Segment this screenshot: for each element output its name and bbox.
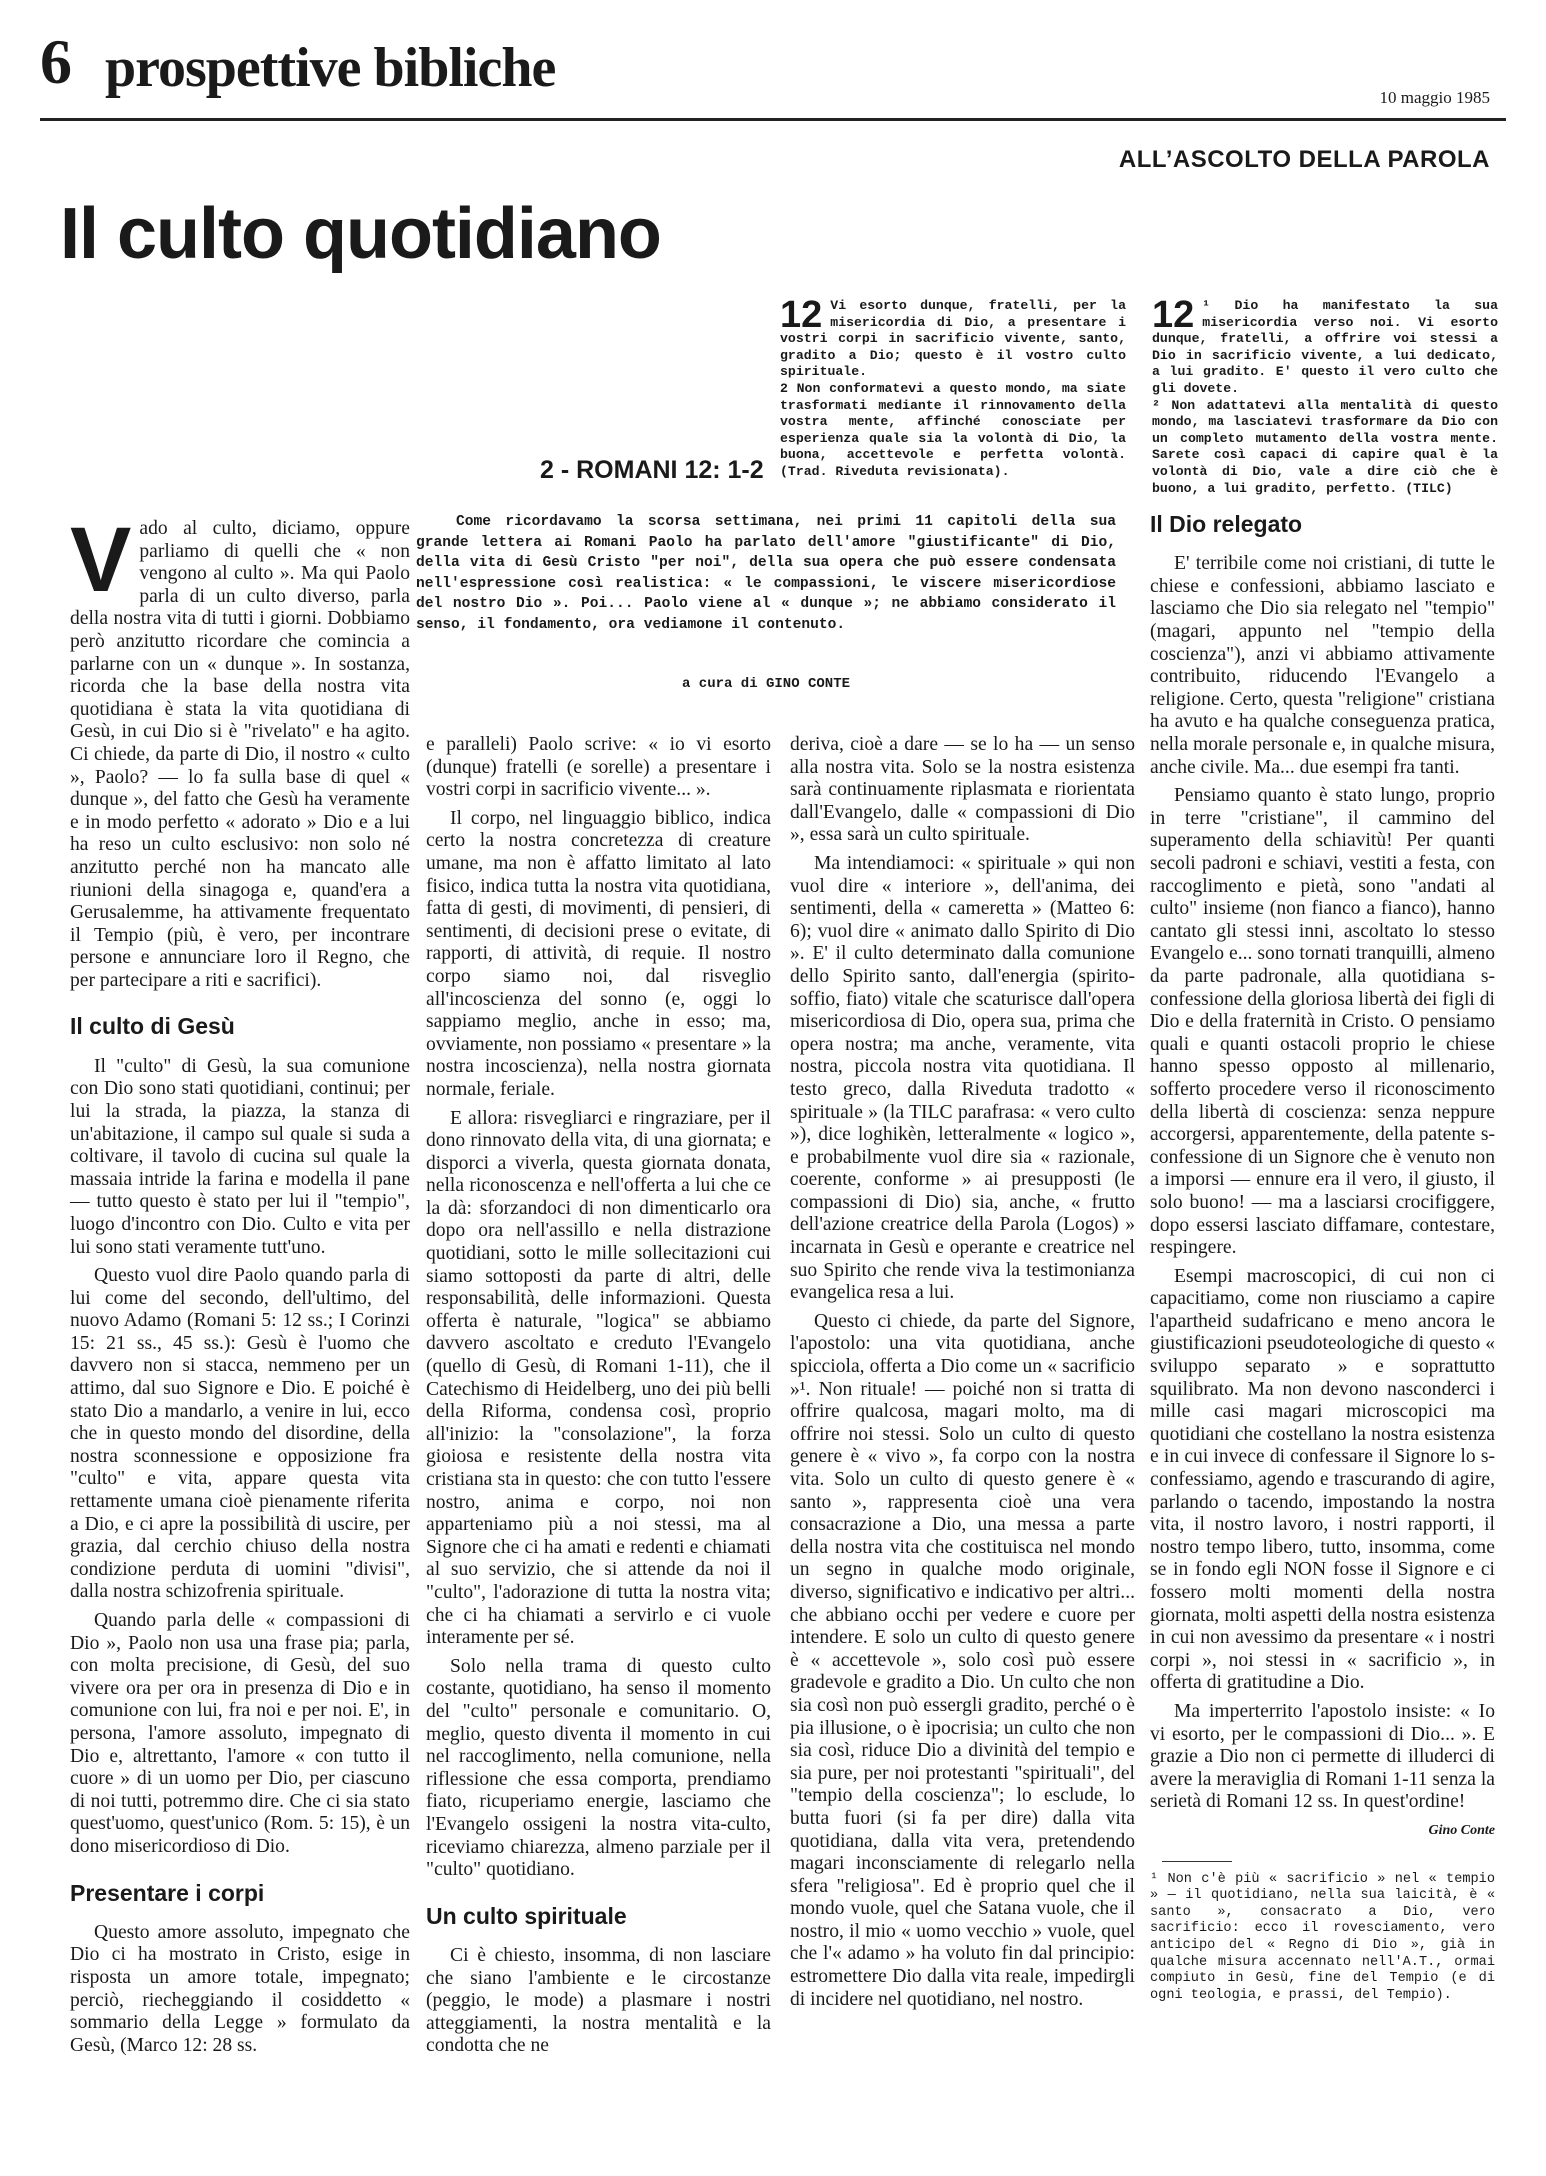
column-4 xyxy=(1150,512,1495,2004)
intro-paragraph: Come ricordavamo la scorsa settimana, nei primi 11 capitoli della sua grande lettera ai Romani Paolo ha parlato dell'amore "giustificante" di Dio, della vita di Gesù Cristo "per noi", della sua opera che può essere condensata nell'espressione così realistica: « le compassioni, le viscere misericordiose del nostro Dio ». Poi... Paolo viene al « dunque »; ne abbiamo considerato il senso, il fondamento, ora vediamone il contenuto. xyxy=(416,514,1116,633)
paragraph-text: ado al culto, diciamo, oppure parliamo di quelli che « non vengono al culto ». Ma qui Paolo parla di un culto diverso, parla della nostra vita di tutti i giorni. Dobbiamo però anzitutto ricordare che comincia a parlarne con un « dunque ». In sostanza, ricorda che la base della nostra vita quotidiana è stata la vita quotidiana di Gesù, in cui Dio si è "rivelato" e ha agito. Ci chiede, da parte di Dio, il nostro « culto », Paolo? — lo fa sulla base di quel « dunque », del fatto che Gesù ha veramente e in modo perfetto « adorato » Dio e a lui ha reso un culto esclusivo: non solo né anzitutto perché non ha mancato alle riunioni della sinagoga e, quand'era a Gerusalemme, ha attivamente frequentato il Tempio (più, è vero, per incontrare persone e annunciare loro il Regno, che per partecipare a riti e sacrifici). xyxy=(70,518,410,991)
body-paragraph: Esempi macroscopici, di cui non ci capacitiamo, come non riusciamo a capire l'apartheid sudafricano e meno ancora le giustificazioni pseudoteologiche di questo « sviluppo separato » e soprattutto squilibrato. Ma non devono nasconderci i mille casi magari microscopici ma quotidiani che costellano la nostra esistenza e in cui invece di confessare il Signore lo s-confessiamo, agendo e trascurando di agire, parlando o tacendo, impostando la nostra vita, il nostro lavoro, i nostri rapporti, il nostro tempo libero, tutto, insomma, come se in fondo egli NON fosse il Signore e ci fossero molti momenti della nostra giornata, molti aspetti della nostra esistenza in cui non avessimo da presentare « i nostri corpi », noi stessi in « sacrificio », in offerta di gratitudine a Dio. xyxy=(1150,1265,1495,1694)
body-paragraph: Solo nella trama di questo culto costante, quotidiano, ha senso il momento del "culto" personale e comunitario. O, meglio, questo diventa il momento in cui nel raccoglimento, nella comunione, nella riflessione che essa comporta, prendiamo fiato, ricuperiamo energie, lasciamo che l'Evangelo ossigeni la nostra vita-culto, riceviamo chiarezza, almeno parziale per il "culto" quotidiano. xyxy=(426,1655,771,1881)
column-2 xyxy=(426,734,771,2064)
masthead-rule xyxy=(40,118,1506,121)
body-paragraph: Ci è chiesto, insomma, di non lasciare che siano l'ambiente e le circostanze (peggio, le mode) a plasmare i nostri atteggiamenti, la nostra mentalità e la condotta che ne xyxy=(426,1944,771,2057)
scripture-reference: 2 - ROMANI 12: 1-2 xyxy=(540,456,764,484)
column-1 xyxy=(70,509,410,2063)
verse-paragraph: Vi esorto dunque, fratelli, per la misericordia di Dio, a presentare i vostri corpi in sacrificio vivente, santo, gradito a Dio; questo è il vostro culto spirituale. xyxy=(780,298,1126,380)
subheading: Il Dio relegato xyxy=(1150,511,1303,537)
body-paragraph: E allora: risvegliarci e ringraziare, per il dono rinnovato della vita, di una giornata; e disporci a viverla, questa giornata donata, nella riconoscenza e nell'offerta a lui che ce la dà: sforzandoci di non dimenticarlo ora dopo ora nell'assillo e nella distrazione quotidiani, sotto le mille sollecitazioni cui siamo sottoposti da parte di altri, delle responsabilità, delle informazioni. Questa offerta è naturale, "logica" se abbiamo davvero ascoltato e creduto l'Evangelo (quello di Gesù, di Romani 1-11), che il Catechismo di Heidelberg, uno dei più belli della Riforma, condensa così, proprio all'inizio: la "consolazione", la forza gioiosa e resistente della nostra vita cristiana sta in questo: che con tutto l'essere nostro, anima e corpo, noi non apparteniamo più a noi stessi, ma al Signore che ci ha amati e redenti e chiamati al suo servizio, che si attende da noi il "culto", l'adorazione di tutta la nostra vita; che ci ha chiamati a servirlo e ci vuole interamente per sé. xyxy=(426,1107,771,1649)
drop-cap: V xyxy=(70,509,132,611)
verse-number: 12 xyxy=(1152,294,1195,336)
body-paragraph: e paralleli) Paolo scrive: « io vi esorto (dunque) fratelli (e sorelle) a presentare i vostri corpi in sacrificio vivente... ». xyxy=(426,734,771,801)
column-3 xyxy=(790,734,1135,2017)
author-signature: Gino Conte xyxy=(1428,1822,1495,1838)
body-paragraph xyxy=(70,509,410,992)
body-paragraph: Questo vuol dire Paolo quando parla di lui come del secondo, dell'ultimo, del nuovo Adamo (Romani 5: 12 ss.; I Corinzi 15: 21 ss., 45 ss.): Gesù è l'uomo che davvero non si stacca, nemmeno per un attimo, dal suo Signore e Dio. E poiché è stato Dio a mandarlo, a venire in lui, ecco che in questo mondo del disordine, della nostra sconnessione e opposizione fra "culto" e vita, appare questa vita rettamente umana cioè pienamente riferita a Dio, e ci apre la possibilità di uscire, per grazia, dal cerchio chiuso della nostra condizione perduta di uomini "divisi", dalla nostra schizofrenia spirituale. xyxy=(70,1265,410,1603)
article-headline: Il culto quotidiano xyxy=(60,194,661,274)
byline: a cura di GINO CONTE xyxy=(681,676,851,692)
subheading: Il culto di Gesù xyxy=(70,1013,235,1040)
footnote-rule xyxy=(1162,1861,1232,1862)
body-paragraph: Questo ci chiede, da parte del Signore, l'apostolo: una vita quotidiana, anche spicciola, offerta a Dio come un « sacrificio »¹. Non rituale! — poiché non si tratta di offrire qualcosa, magari molto, ma di offrire noi stessi. Solo un culto di questo genere è « vivo », fa corpo con la nostra vita. Solo un culto di questo genere è « santo », rappresenta cioè una vera consacrazione a Dio, una messa a parte della nostra vita che costituisca nel mondo un segno in qualche modo originale, diverso, significativo e indicativo per altri... che abbiano occhi per vedere e cuore per intendere. E solo un culto di questo genere è « accettevole », solo così può essere gradevole e gradito a Dio. Un culto che non sia così non può essergli gradito, perché o è pia illusione, o è ipocrisia; un culto che non sia così, riduce Dio a divinità del tempio e sia pure, per noi protestanti "spirituali", del "tempio della coscienza"; lo esclude, lo butta fuori (si fa per dire) dalla vita quotidiana, dalla vita vera, pretendendo magari inconsciamente di relegarlo nella sfera "religiosa". Ed è proprio quel che il mondo vuole, quel che Satana vuole, che il nostro, il mio « uomo vecchio » vuole, quel che l'« adamo » ha voluto fin dal principio: estromettere Dio dalla vita reale, impedirgli di incidere nel quotidiano, nel nostro. xyxy=(790,1310,1135,2010)
subheading: Presentare i corpi xyxy=(70,1879,265,1906)
body-paragraph: Quando parla delle « compassioni di Dio », Paolo non usa una frase pia; parla, con molta precisione, di Gesù, del suo vivere ora per ora in presenza di Dio e in comunione con lui, fra noi e per noi. E', in persona, l'amore assoluto, impegnato di Dio e, altrettanto, l'amore « con tutto il cuore » di un uomo per Dio, per ciascuno di noi tutti, potremmo dire. Che ci sia stato quest'uomo, quest'unico (Rom. 5: 15), è un dono misericordioso di Dio. xyxy=(70,1610,410,1857)
kicker: ALL’ASCOLTO DELLA PAROLA xyxy=(1118,146,1490,173)
article-intro xyxy=(416,512,1116,635)
page-number: 6 xyxy=(40,26,72,97)
verse-paragraph: 2 Non conformatevi a questo mondo, ma siate trasformati mediante il rinnovamento della vostra mente, affinché conosciate per esperienza quale sia la volontà di Dio, la buona, accettevole e perfetta volontà. (Trad. Riveduta revisionata). xyxy=(780,380,1126,479)
footnote: ¹ Non c'è più « sacrificio » nel « tempio » — il quotidiano, nella sua laicità, è « santo », consacrato a Dio, vero sacrificio: ecco il rovesciamento, vero anticipo del « Regno di Dio », già in qualche misura accennato nell'A.T., ormai compiuto in Gesù, fine del Tempio (e di ogni teologia, e prassi, del Tempio). xyxy=(1150,1871,1495,2003)
body-paragraph: E' terribile come noi cristiani, di tutte le chiese e confessioni, abbiamo lasciato e lasciamo che Dio sia relegato nel "tempio" (magari, appunto nel "tempio della coscienza"), anzi vi abbiamo attivamente contribuito, riducendo l'Evangelo a religione. Certo, questa "religione" cristiana ha avuto e ha qualche conseguenza pratica, nella morale personale e, in qualche misura, anche civile. Ma... due esempi fra tanti. xyxy=(1150,553,1495,778)
body-paragraph: Il corpo, nel linguaggio biblico, indica certo la nostra concretezza di creature umane, ma non è affatto limitato al lato fisico, indica tutta la nostra vita quotidiana, fatta di gesti, di movimenti, di pensieri, di sentimenti, di decisioni prese o evitate, di rapporti, di attività, di requie. Il nostro corpo siamo noi, dal risveglio all'incoscienza del sonno (e, oggi lo sappiamo meglio, anche in esso; ma, ovviamente, non possiamo « presentare » la nostra incoscienza), nella nostra giornata normale, feriale. xyxy=(426,807,771,1100)
body-paragraph: Il "culto" di Gesù, la sua comunione con Dio sono stati quotidiani, continui; per lui la strada, la piazza, la stanza di un'abitazione, il campo sul quale si suda a coltivare, il tavolo di cucina sul quale la massaia intride la farina e modella il pane — tutto questo è stato per lui il "tempio", luogo d'incontro con Dio. Culto e vita per lui sono stati veramente tutt'uno. xyxy=(70,1055,410,1258)
body-paragraph: Pensiamo quanto è stato lungo, proprio in terre "cristiane", il cammino del superamento della schiavitù! Per quanti secoli padroni e schiavi, vestiti a festa, con raccoglimento e pietà, sono "andati al culto" insieme (non fianco a fianco), hanno cantato gli stessi inni, ascoltato lo stesso Evangelo e... sono tornati tranquilli, almeno da parte padronale, alla quotidiana s-confessione della gloriosa libertà dei figli di Dio e della fraternità in Cristo. O pensiamo quali e quanti ostacoli proprio le chiese hanno spesso opposto al millenario, sofferto procedere verso il riconoscimento della libertà di coscienza: senza neppure accorgersi, apparentemente, della patente s-confessione di un Signore che è venuto non a imporsi — ennure era il vero, il giusto, il solo buono! — ma a lasciarsi crocifiggere, dopo essersi lasciato diffamare, contestare, respingere. xyxy=(1150,785,1495,1259)
body-paragraph: Questo amore assoluto, impegnato che Dio ci ha mostrato in Cristo, esige in risposta un amore totale, impegnato; perciò, riecheggiando il cosiddetto « sommario della Legge » formulato da Gesù, (Marco 12: 28 ss. xyxy=(70,1921,410,2056)
verse-riveduta xyxy=(780,294,1126,481)
section-title: prospettive bibliche xyxy=(105,37,556,99)
body-paragraph: Ma intendiamoci: « spirituale » qui non vuol dire « interiore », dell'anima, dei sentimenti, della « cameretta » (Matteo 6: 6); vuol dire « animato dallo Spirito di Dio ». E' il culto determinato dalla comunione dello Spirito santo, dall'energia (spirito- soffio, fiato) vitale che scaturisce dall'opera misericordiosa di Dio, opera sua, prima che opera nostra; ma anche, veramente, vita nostra, piccola nostra vita quotidiana. Il testo greco, dalla Riveduta tradotto « spirituale » (la TILC parafrasa: « vero culto »), dice loghikèn, letteralmente « logico », e probabilmente vuol dire sia « razionale, coerente, conforme » ai presupposti (le compassioni di Dio) sia, anche, « frutto dell'azione creatrice della Parola (Logos) » incarnata in Gesù e operante e creatrice nel suo Spirito che rende viva la testimonianza evangelica resa a lui. xyxy=(790,852,1135,1304)
subheading: Un culto spirituale xyxy=(426,1902,627,1929)
verse-paragraph: ² Non adattatevi alla mentalità di questo mondo, ma lasciatevi trasformare da Dio con un completo mutamento della vostra mente. Sarete così capaci di capire qual è la volontà di Dio, vale a dire ciò che è buono, a lui gradito, perfetto. (TILC) xyxy=(1152,397,1498,496)
verse-number: 12 xyxy=(780,294,823,336)
body-paragraph: Ma imperterrito l'apostolo insiste: « Io vi esorto, per le compassioni di Dio... ». E grazie a Dio non ci permette di illuderci di avere la meraviglia di Romani 1-11 senza la serietà di Romani 12 ss. In quest'ordine! xyxy=(1150,1700,1495,1813)
issue-date: 10 maggio 1985 xyxy=(1379,88,1490,107)
body-paragraph: deriva, cioè a dare — se lo ha — un senso alla nostra vita. Solo se la nostra esistenza sarà continuamente riplasmata e riorientata dall'Evangelo, dalle « compassioni di Dio », essa sarà un culto spirituale. xyxy=(790,734,1135,846)
verse-tilc xyxy=(1152,294,1498,497)
verse-paragraph: ¹ Dio ha manifestato la sua misericordia verso noi. Vi esorto dunque, fratelli, a offrire voi stessi a Dio in sacrificio vivente, a lui dedicato, a lui gradito. E' questo il vero culto che gli dovete. xyxy=(1152,298,1498,396)
